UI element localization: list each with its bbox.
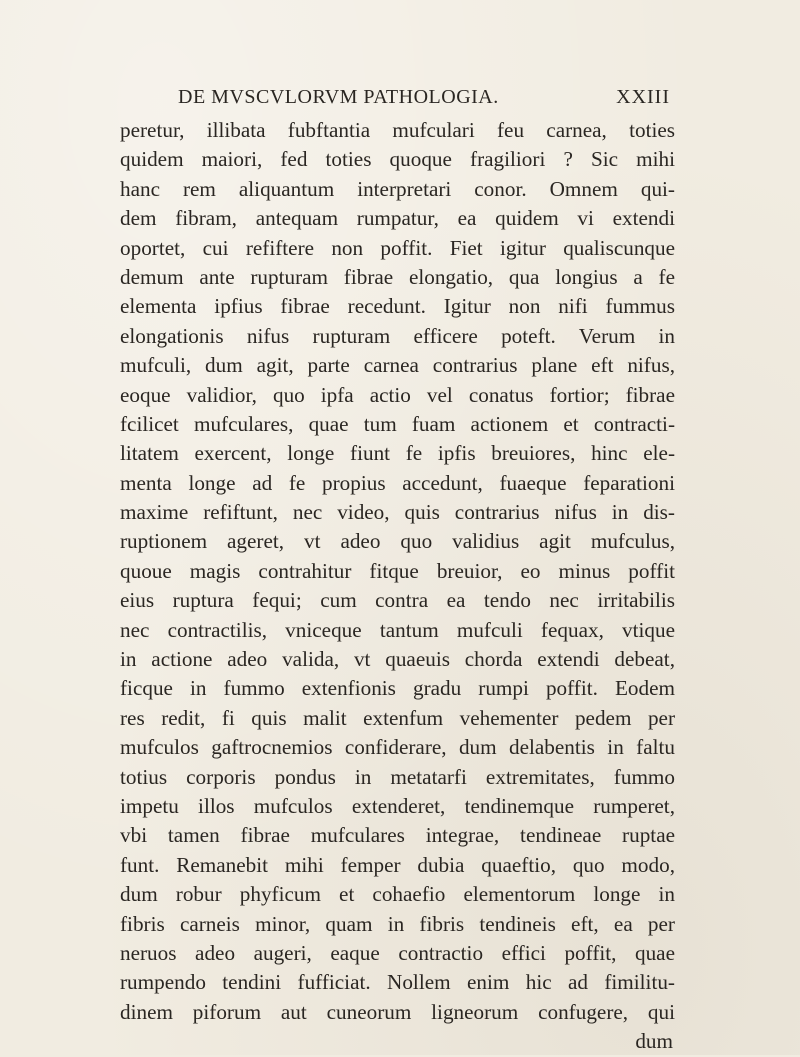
text-line: vbi tamen fibrae mufculares integrae, tendineae ruptae — [120, 823, 675, 848]
text-line: eius ruptura fequi; cum contra ea tendo nec irritabilis — [120, 588, 675, 613]
text-line: demum ante rupturam fibrae elongatio, qua longius a fe — [120, 264, 675, 289]
text-line: elementa ipfius fibrae recedunt. Igitur non nifi fummus — [120, 294, 675, 319]
text-line: oportet, cui refiftere non poffit. Fiet igitur qualiscunque — [120, 235, 675, 260]
running-title: DE MVSCVLORVM PATHOLOGIA. — [178, 86, 499, 108]
text-line: dum robur phyficum et cohaefio elementorum longe in — [120, 882, 675, 907]
text-line: dem fibram, antequam rumpatur, ea quidem vi extendi — [120, 206, 675, 231]
text-line: dinem piforum aut cuneorum ligneorum confugere, qui — [120, 999, 675, 1024]
text-line: impetu illos mufculos extenderet, tendinemque rumperet, — [120, 793, 675, 818]
text-line: mufculi, dum agit, parte carnea contrarius plane eft nifus, — [120, 353, 675, 378]
text-line: elongationis nifus rupturam efficere poteft. Verum in — [120, 323, 675, 348]
text-line: peretur, illibata fubftantia mufculari feu carnea, toties — [120, 118, 675, 142]
text-line: ficque in fummo extenfionis gradu rumpi poffit. Eodem — [120, 676, 675, 701]
text-line: litatem exercent, longe fiunt fe ipfis breuiores, hinc ele- — [120, 441, 675, 466]
text-line: fibris carneis minor, quam in fibris tendineis eft, ea per — [120, 911, 675, 936]
text-line: mufculos gaftrocnemios confiderare, dum delabentis in faltu — [120, 735, 675, 760]
page-number: XXIII — [616, 86, 670, 108]
text-line: funt. Remanebit mihi femper dubia quaeftio, quo modo, — [120, 852, 675, 877]
text-line: fcilicet mufculares, quae tum fuam actionem et contracti- — [120, 411, 675, 436]
text-line: neruos adeo augeri, eaque contractio effici poffit, quae — [120, 940, 675, 965]
text-line: in actione adeo valida, vt quaeuis chorda extendi debeat, — [120, 647, 675, 672]
text-line: nec contractilis, vniceque tantum mufculi fequax, vtique — [120, 617, 675, 642]
text-line: quoue magis contrahitur fitque breuior, eo minus poffit — [120, 558, 675, 583]
text-line: res redit, fi quis malit extenfum vehementer pedem per — [120, 705, 675, 730]
text-line: ruptionem ageret, vt adeo quo validius agit mufculus, — [120, 529, 675, 554]
body-text — [120, 116, 675, 1057]
running-head — [150, 86, 670, 114]
text-line: rumpendo tendini fufficiat. Nollem enim hic ad fimilitu- — [120, 970, 675, 995]
text-line: totius corporis pondus in metatarfi extremitates, fummo — [120, 764, 675, 789]
text-line: hanc rem aliquantum interpretari conor. Omnem qui- — [120, 176, 675, 201]
text-line: maxime refiftunt, nec video, quis contrarius nifus in dis- — [120, 500, 675, 525]
text-line: menta longe ad fe propius accedunt, fuaeque feparationi — [120, 470, 675, 495]
catchword: dum — [635, 1029, 673, 1054]
text-line: quidem maiori, fed toties quoque fragiliori ? Sic mihi — [120, 147, 675, 172]
text-line: eoque validior, quo ipfa actio vel conatus fortior; fibrae — [120, 382, 675, 407]
